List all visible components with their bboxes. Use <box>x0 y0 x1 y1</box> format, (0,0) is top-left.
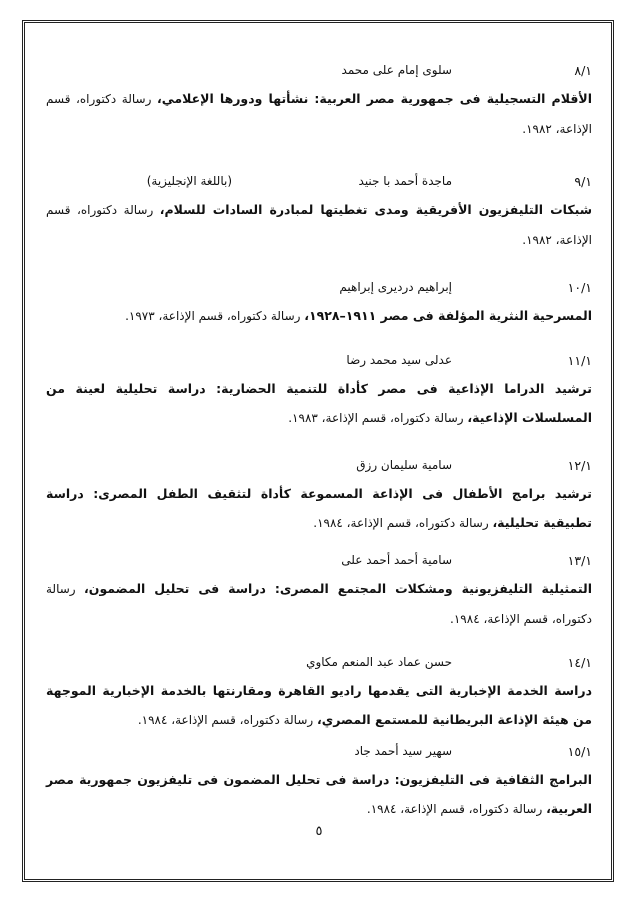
entry-header <box>46 277 592 299</box>
bibliography-entry <box>46 60 592 144</box>
entry-author: سامية سليمان رزق <box>356 458 452 472</box>
entry-author: سلوى إمام على محمد <box>341 63 452 77</box>
bibliography-entry <box>46 550 592 634</box>
entry-header <box>46 455 592 477</box>
entry-details: رسالة دكتوراه، قسم الإذاعة، ١٩٨٤. <box>366 802 547 816</box>
entry-note: (باللغة الإنجليزية) <box>146 174 232 188</box>
bibliography-entry <box>46 652 592 735</box>
entry-details: رسالة دكتوراه، قسم الإذاعة، ١٩٨٣. <box>288 411 468 425</box>
entry-details: رسالة دكتوراه، قسم الإذاعة، ١٩٨٤. <box>46 582 592 626</box>
entry-body <box>46 765 592 824</box>
entry-header <box>46 171 592 193</box>
entry-number: ١٣/١ <box>567 553 592 568</box>
entry-body <box>46 301 592 331</box>
entry-number: ١٠/١ <box>567 280 592 295</box>
entry-title: دراسة الخدمة الإخبارية التى يقدمها راديو القاهرة ومقارنتها بالخدمة الإخبارية الموجهة من هيئة الإذاعة البريطانية للمستمع المصري، <box>46 683 592 727</box>
entry-body <box>46 374 592 433</box>
entry-number: ٨/١ <box>574 63 592 78</box>
entry-header <box>46 652 592 674</box>
entry-number: ٩/١ <box>574 174 592 189</box>
entry-author: حسن عماد عبد المنعم مكاوي <box>306 655 452 669</box>
bibliography-entry <box>46 741 592 824</box>
entry-author: سامية أحمد أحمد على <box>341 553 452 567</box>
entry-title: الأقلام التسجيلية فى جمهورية مصر العربية: نشأتها ودورها الإعلامي، <box>156 91 592 106</box>
entry-details: رسالة دكتوراه، قسم الإذاعة، ١٩٨٢. <box>46 203 592 247</box>
bibliography-entry <box>46 350 592 433</box>
entry-title: التمثيلية التليفزيونية ومشكلات المجتمع المصرى: دراسة فى تحليل المضمون، <box>84 581 592 596</box>
entry-details: رسالة دكتوراه، قسم الإذاعة، ١٩٨٤. <box>313 516 493 530</box>
entry-number: ١٥/١ <box>567 744 592 759</box>
entry-title: ترشيد الدراما الإذاعية فى مصر كأداة للتنمية الحضارية: دراسة تحليلية لعينة من المسلسلات الإذاعية، <box>46 381 592 425</box>
bibliography-entry <box>46 455 592 538</box>
bibliography-entry <box>46 171 592 255</box>
entry-body <box>46 479 592 538</box>
entry-details: رسالة دكتوراه، قسم الإذاعة، ١٩٨٢. <box>46 92 592 136</box>
entry-body <box>46 84 592 144</box>
entry-author: عدلى سيد محمد رضا <box>346 353 452 367</box>
entry-body <box>46 195 592 255</box>
entry-number: ١٢/١ <box>567 458 592 473</box>
bibliography-entry <box>46 277 592 331</box>
entry-header <box>46 741 592 763</box>
page-number: ٥ <box>315 824 323 839</box>
entry-body <box>46 676 592 735</box>
entry-title: ترشيد برامج الأطفال فى الإذاعة المسموعة كأداة لتثقيف الطفل المصرى: دراسة تطبيقية تحليلية، <box>46 486 592 530</box>
entry-title: البرامج الثقافية فى التليفزيون: دراسة فى تحليل المضمون فى تليفزيون جمهورية مصر العربية، <box>46 772 592 816</box>
entry-header <box>46 350 592 372</box>
entry-header <box>46 550 592 572</box>
entry-number: ١٤/١ <box>567 655 592 670</box>
entry-title: المسرحية النثرية المؤلفة فى مصر ١٩١١–١٩٢٨، <box>304 308 592 323</box>
entry-author: ماجدة أحمد با جنيد <box>358 174 452 188</box>
entry-title: شبكات التليفزيون الأفريقية ومدى تغطيتها لمبادرة السادات للسلام، <box>159 202 592 217</box>
entry-body <box>46 574 592 634</box>
entry-header <box>46 60 592 82</box>
entry-author: إبراهيم درديرى إبراهيم <box>339 280 452 294</box>
entry-number: ١١/١ <box>567 353 592 368</box>
entry-author: سهير سيد أحمد جاد <box>354 744 452 758</box>
entry-details: رسالة دكتوراه، قسم الإذاعة، ١٩٨٤. <box>137 713 318 727</box>
entry-details: رسالة دكتوراه، قسم الإذاعة، ١٩٧٣. <box>125 309 305 323</box>
